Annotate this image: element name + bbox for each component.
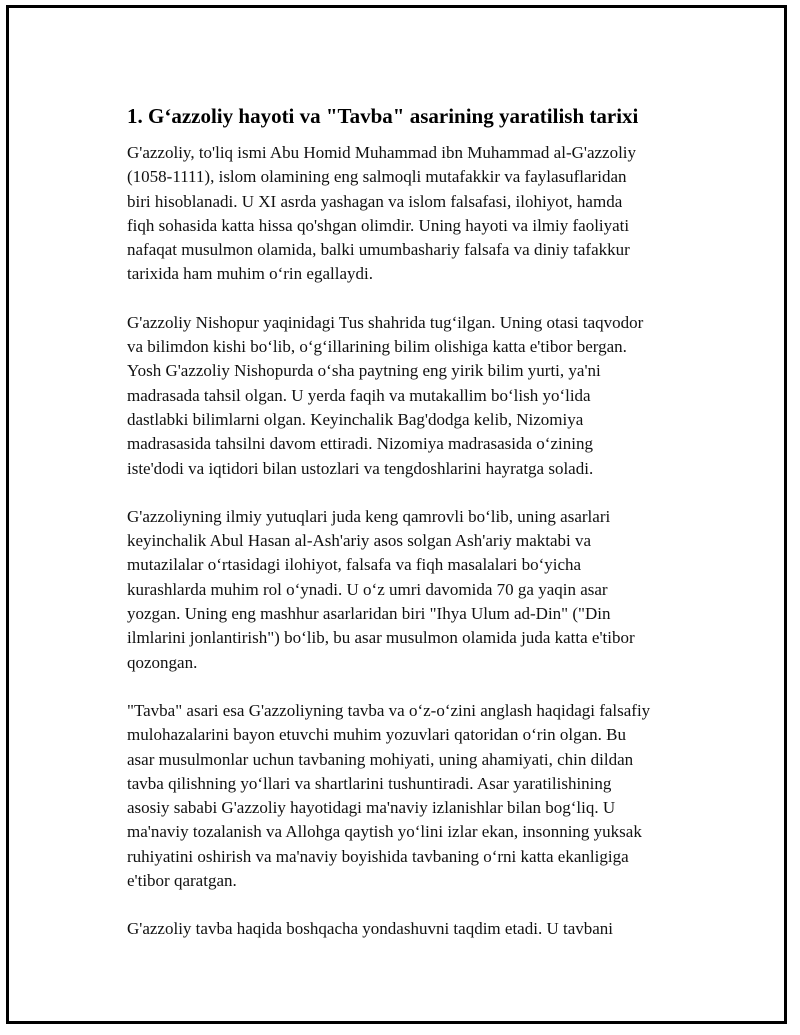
text-line: biri hisoblanadi. U XI asrda yashagan va islom falsafasi, ilohiyot, hamda <box>127 191 623 211</box>
text-line: mulohazalarini bayon etuvchi muhim yozuvlari qatoridan o‘rin olgan. Bu <box>127 725 627 745</box>
text-line: G'azzoliyning ilmiy yutuqlari juda keng qamrovli bo‘lib, uning asarlari <box>127 506 611 526</box>
text-line: fiqh sohasida katta hissa qo'shgan olimdir. Uning hayoti va ilmiy faoliyati <box>127 215 630 235</box>
section-heading: 1. G‘azzoliy hayoti va "Tavba" asarining yaratilish tarixi <box>127 104 639 128</box>
text-line: e'tibor qaratgan. <box>127 871 237 891</box>
text-line: G'azzoliy tavba haqida boshqacha yondashuvni taqdim etadi. U tavbani <box>127 919 614 939</box>
page-frame <box>6 5 787 1024</box>
text-line: "Tavba" asari esa G'azzoliyning tavba va o‘z-o‘zini anglash haqidagi falsafiy <box>127 700 651 720</box>
text-line: G'azzoliy Nishopur yaqinidagi Tus shahrida tug‘ilgan. Uning otasi taqvodor <box>127 312 644 332</box>
paragraph-4 <box>127 699 707 893</box>
text-line: kurashlarda muhim rol o‘ynadi. U o‘z umri davomida 70 ga yaqin asar <box>127 579 608 599</box>
text-line: va bilimdon kishi bo‘lib, o‘g‘illarining bilim olishiga katta e'tibor bergan. <box>127 337 627 357</box>
text-line: Yosh G'azzoliy Nishopurda o‘sha paytning eng yirik bilim yurti, ya'ni <box>127 361 601 381</box>
text-line: ma'naviy tozalanish va Allohga qaytish yo‘lini izlar ekan, insonning yuksak <box>127 822 642 842</box>
text-line: tavba qilishning yo‘llari va shartlarini tushuntiradi. Asar yaratilishining <box>127 773 612 793</box>
text-line: (1058-1111), islom olamining eng salmoqli mutafakkir va faylasuflaridan <box>127 167 627 187</box>
text-line: ilmlarini jonlantirish") bo‘lib, bu asar musulmon olamida juda katta e'tibor <box>127 628 635 648</box>
text-line: madrasada tahsil olgan. U yerda faqih va mutakallim bo‘lish yo‘lida <box>127 385 591 405</box>
text-line: G'azzoliy, to'liq ismi Abu Homid Muhammad ibn Muhammad al-G'azzoliy <box>127 143 637 162</box>
text-line: keyinchalik Abul Hasan al-Ash'ariy asos solgan Ash'ariy maktabi va <box>127 531 592 551</box>
document-body <box>127 101 707 966</box>
text-line: madrasasida tahsilni davom ettiradi. Nizomiya madrasasida o‘zining <box>127 434 593 454</box>
text-line: mutazilalar o‘rtasidagi ilohiyot, falsafa va fiqh masalalari bo‘yicha <box>127 555 582 575</box>
text-line: ruhiyatini oshirish va ma'naviy boyishida tavbaning o‘rni katta ekanligiga <box>127 846 629 866</box>
text-line: asosiy sababi G'azzoliy hayotidagi ma'naviy izlanishlar bilan bog‘liq. U <box>127 798 616 818</box>
text-line: yozgan. Uning eng mashhur asarlaridan biri "Ihya Ulum ad-Din" ("Din <box>127 604 611 624</box>
text-line: iste'dodi va iqtidori bilan ustozlari va tengdoshlarini hayratga soladi. <box>127 458 594 478</box>
text-line: dastlabki bilimlarni olgan. Keyinchalik Bag'dodga kelib, Nizomiya <box>127 409 584 429</box>
text-line: nafaqat musulmon olamida, balki umumbashariy falsafa va diniy tafakkur <box>127 240 630 260</box>
text-line: asar musulmonlar uchun tavbaning mohiyati, uning ahamiyati, chin dildan <box>127 749 634 769</box>
text-line: tarixida ham muhim o‘rin egallaydi. <box>127 264 373 284</box>
paragraph-3 <box>127 505 707 675</box>
text-line: qozongan. <box>127 652 198 672</box>
paragraph-2 <box>127 311 707 481</box>
paragraph-5 <box>127 917 707 941</box>
paragraph-1 <box>127 141 707 287</box>
